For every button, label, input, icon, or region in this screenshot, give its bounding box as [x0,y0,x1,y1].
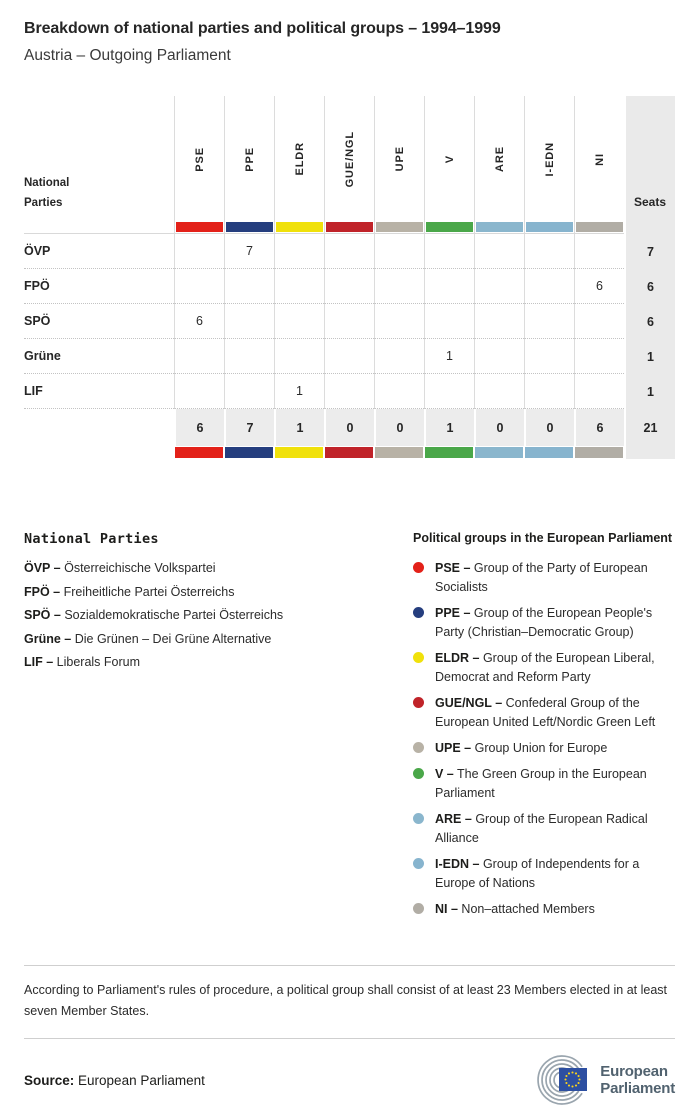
column-header-ni: NI [574,96,624,222]
table-cell [374,374,424,409]
seats-value: 6 [624,269,675,304]
table-cell [274,304,324,339]
group-color-cell [374,446,424,459]
table-cell: 1 [424,339,474,374]
table-cell [324,339,374,374]
legend-item-spo: SPÖ – Sozialdemokratische Partei Österreichs [24,608,284,622]
iedn-color-dot [413,858,424,869]
seats-column-spacer [624,446,675,459]
source-line: Source: European Parliament [24,1072,205,1088]
table-cell [424,269,474,304]
group-color-cell [574,446,624,459]
group-color-bar-eldr [275,447,323,458]
table-cell [424,374,474,409]
table-cell [574,304,624,339]
row-header-label [24,96,174,222]
row-label: SPÖ [24,304,174,339]
table-cell [324,304,374,339]
table-cell [474,269,524,304]
column-header-upe: UPE [374,96,424,222]
row-label: ÖVP [24,234,174,269]
total-cell: 6 [174,409,224,446]
color-bar-spacer [24,222,174,234]
political-groups-legend [413,531,675,926]
row-header-line2: Parties [24,197,63,209]
group-color-bar-ppe [226,222,273,232]
legend-item-lif: LIF – Liberals Forum [24,655,141,669]
seats-table [24,96,675,459]
legend-item-v: V – The Green Group in the European Parliament [413,765,675,803]
table-cell [324,269,374,304]
legend-item-guengl: GUE/NGL – Confederal Group of the European United Left/Nordic Green Left [413,694,675,732]
total-cell: 1 [274,409,324,446]
row-header-line1: National [24,177,70,189]
table-cell [224,374,274,409]
table-cell [474,234,524,269]
national-parties-heading: National Parties [24,531,159,547]
table-cell [224,269,274,304]
group-color-bar-v [426,222,473,232]
total-cell: 0 [524,409,574,446]
table-cell: 6 [574,269,624,304]
legend-item-are: ARE – Group of the European Radical Alliance [413,810,675,848]
table-cell [324,234,374,269]
table-cell [474,374,524,409]
column-header-eldr: ELDR [274,96,324,222]
group-color-bar-are [475,447,523,458]
group-color-cell [174,446,224,459]
national-parties-legend [24,531,389,926]
table-cell [524,374,574,409]
table-cell [474,339,524,374]
table-cell [524,234,574,269]
legend-item-upe: UPE – Group Union for Europe [413,739,675,758]
legend-item-ppe: PPE – Group of the European People's Party (Christian–Democratic Group) [413,604,675,642]
total-cell: 0 [474,409,524,446]
upe-color-dot [413,742,424,753]
guengl-color-dot [413,697,424,708]
total-cell: 6 [574,409,624,446]
table-cell [224,304,274,339]
group-color-bar-eldr [276,222,323,232]
group-color-bar-upe [376,222,423,232]
group-color-cell [224,446,274,459]
table-cell [174,234,224,269]
total-cell: 7 [224,409,274,446]
table-cell [474,304,524,339]
are-color-dot [413,813,424,824]
group-color-cell [324,446,374,459]
table-cell [374,339,424,374]
group-color-bar-guengl [325,447,373,458]
column-header-iedn: I-EDN [524,96,574,222]
table-cell [224,339,274,374]
legend-item-pse: PSE – Group of the Party of European Socialists [413,559,675,597]
seats-value: 1 [624,374,675,409]
column-header-are: ARE [474,96,524,222]
group-color-bar-guengl [326,222,373,232]
legend-item-ovp: ÖVP – Österreichische Volkspartei [24,561,216,575]
table-cell: 7 [224,234,274,269]
table-cell [524,269,574,304]
table-cell [574,374,624,409]
divider [24,1038,675,1039]
ep-hemicycle-icon [536,1053,592,1107]
group-color-cell [174,222,224,234]
column-header-pse: PSE [174,96,224,222]
column-header-guengl: GUE/NGL [324,96,374,222]
total-cell: 1 [424,409,474,446]
v-color-dot [413,768,424,779]
seats-column-spacer [624,222,675,234]
group-color-cell [524,222,574,234]
group-color-bar-ni [576,222,623,232]
table-cell [274,234,324,269]
table-cell [424,234,474,269]
group-color-bar-iedn [526,222,573,232]
page-title: Breakdown of national parties and political groups – 1994–1999 [24,20,501,37]
group-color-bar-are [476,222,523,232]
column-header-v: V [424,96,474,222]
european-parliament-logo [536,1053,675,1107]
row-label: FPÖ [24,269,174,304]
table-cell [524,304,574,339]
ep-logo-text: European Parliament [600,1063,675,1097]
group-color-bar-upe [375,447,423,458]
table-cell [524,339,574,374]
total-cell: 0 [374,409,424,446]
group-color-cell [474,446,524,459]
group-color-cell [524,446,574,459]
seats-value: 1 [624,339,675,374]
group-color-cell [224,222,274,234]
legend-item-eldr: ELDR – Group of the European Liberal, Democrat and Reform Party [413,649,675,687]
group-color-cell [374,222,424,234]
group-color-cell [424,222,474,234]
seats-value: 6 [624,304,675,339]
ni-color-dot [413,903,424,914]
table-cell [174,269,224,304]
table-cell [574,339,624,374]
legend-item-ni: NI – Non–attached Members [413,900,675,919]
group-color-bar-pse [175,447,223,458]
table-cell: 1 [274,374,324,409]
group-color-bar-ni [575,447,623,458]
table-cell [274,339,324,374]
footer [24,1053,675,1107]
group-color-cell [324,222,374,234]
group-color-cell [474,222,524,234]
legends [24,531,675,926]
column-header-seats: Seats [624,96,675,222]
table-cell [274,269,324,304]
group-color-cell [274,446,324,459]
group-color-cell [274,222,324,234]
totals-row-spacer [24,409,174,446]
eldr-color-dot [413,652,424,663]
row-label: Grüne [24,339,174,374]
table-cell [374,304,424,339]
row-label: LIF [24,374,174,409]
table-cell: 6 [174,304,224,339]
group-color-cell [424,446,474,459]
table-cell [324,374,374,409]
table-cell [174,374,224,409]
ppe-color-dot [413,607,424,618]
pse-color-dot [413,562,424,573]
group-color-bar-iedn [525,447,573,458]
legend-item-fpo: FPÖ – Freiheitliche Partei Österreichs [24,584,235,599]
color-bar-spacer [24,446,174,459]
table-cell [374,234,424,269]
table-cell [174,339,224,374]
legend-item-iedn: I-EDN – Group of Independents for a Europe of Nations [413,855,675,893]
table-cell [574,234,624,269]
table-cell [424,304,474,339]
group-color-bar-v [425,447,473,458]
group-color-cell [574,222,624,234]
group-color-bar-pse [176,222,223,232]
group-color-bar-ppe [225,447,273,458]
total-seats-value: 21 [624,409,675,446]
column-header-ppe: PPE [224,96,274,222]
table-cell [374,269,424,304]
footnote: According to Parliament's rules of procedure, a political group shall consist of at least 23 Members elected in at least seven Member States. [24,983,667,1018]
seats-value: 7 [624,234,675,269]
page-subtitle: Austria – Outgoing Parliament [24,47,231,64]
legend-item-grune: Grüne – Die Grünen – Dei Grüne Alternative [24,631,272,646]
total-cell: 0 [324,409,374,446]
political-groups-heading: Political groups in the European Parliament [413,531,673,545]
